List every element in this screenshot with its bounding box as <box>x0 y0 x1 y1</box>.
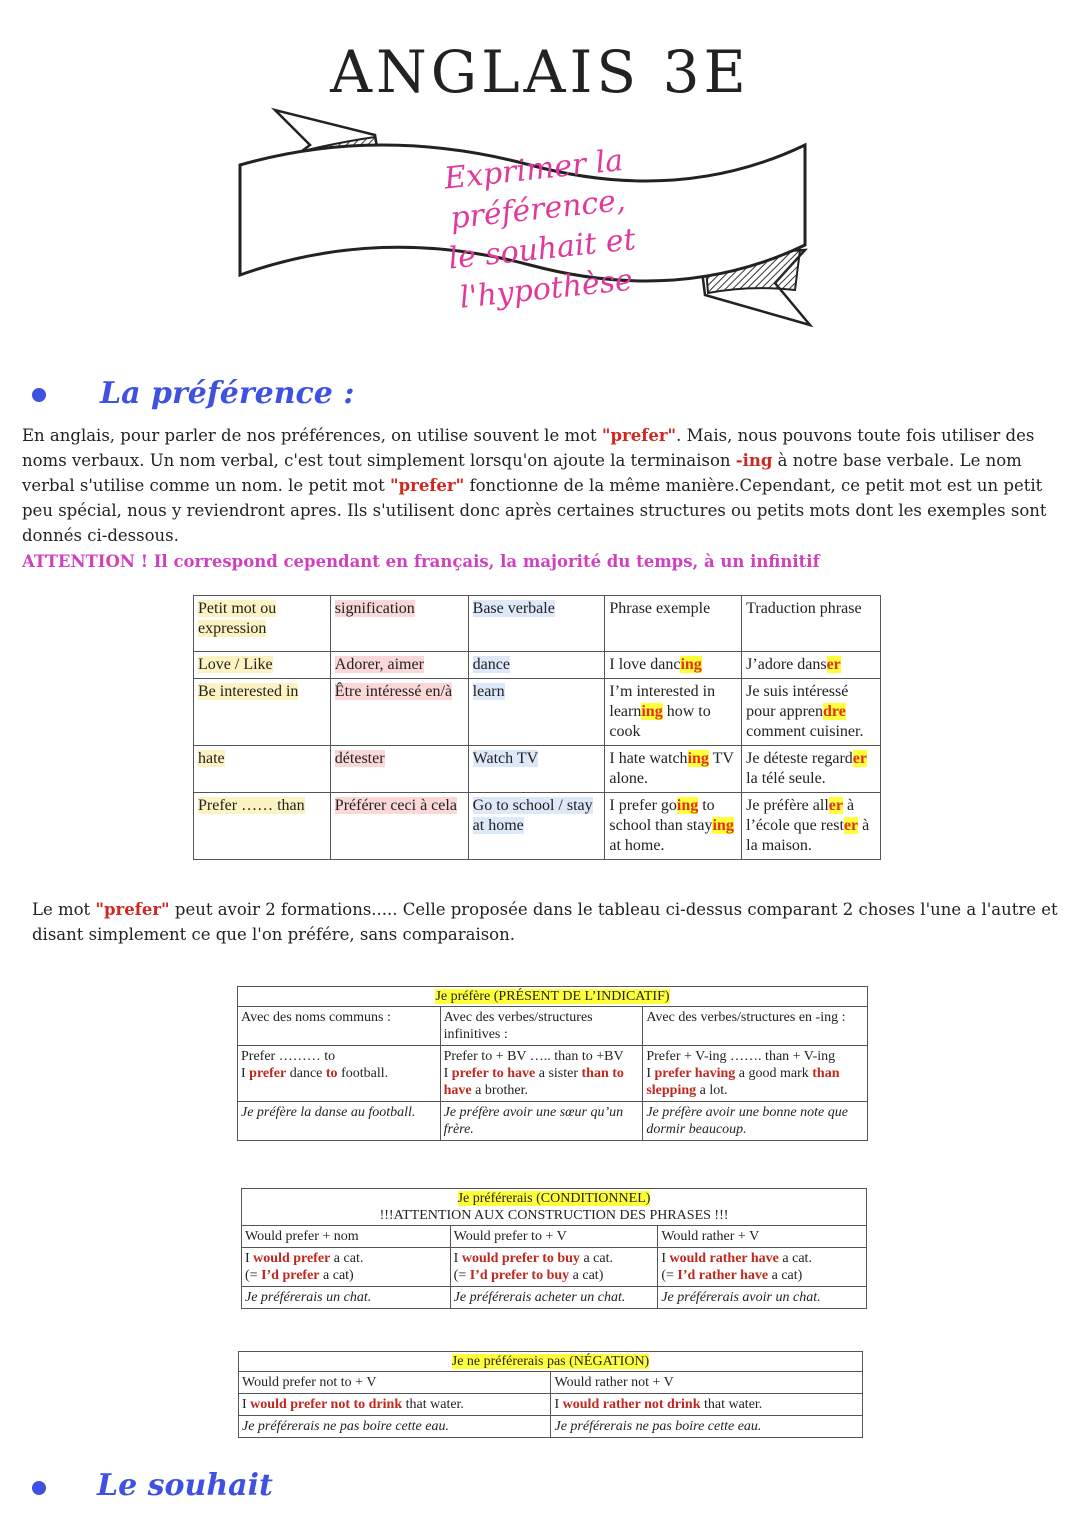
cell <box>643 1046 868 1102</box>
warning-text: !!!ATTENTION AUX CONSTRUCTION DES PHRASES !!! <box>379 1208 729 1223</box>
header-cell: Traduction phrase <box>742 596 881 652</box>
table-row <box>242 1248 867 1287</box>
example-text: a cat) <box>569 1268 604 1283</box>
table-row <box>194 679 881 746</box>
vocabulary-table <box>193 595 881 860</box>
cell <box>194 793 331 860</box>
bullet-icon <box>32 1481 46 1495</box>
header-cell: Phrase exemple <box>605 596 742 652</box>
cell-text: to school than stay <box>609 797 715 834</box>
formula: Prefer + V-ing ……. than + V-ing <box>646 1049 836 1064</box>
cell-text: Je déteste regard <box>746 750 853 767</box>
cell <box>330 746 468 793</box>
section-heading-souhait: Le souhait <box>97 1468 273 1503</box>
example-text: football. <box>337 1066 389 1081</box>
mid-text: Le mot <box>32 900 96 919</box>
banner-line1: Exprimer la préférence, <box>442 143 628 237</box>
cell <box>450 1248 658 1287</box>
example-text: (= <box>245 1268 262 1283</box>
cell-text: Watch TV <box>472 750 539 767</box>
cell-text: Être intéressé en/à <box>334 683 453 700</box>
cell <box>239 1352 863 1372</box>
formula: Prefer ……… to <box>241 1049 336 1064</box>
example-text: I <box>242 1397 251 1412</box>
table-title: Je préfère (PRÉSENT DE L’INDICATIF) <box>435 989 670 1004</box>
cell <box>605 679 742 746</box>
cell <box>194 679 331 746</box>
example-text: a cat) <box>768 1268 803 1283</box>
cell-text: TV alone. <box>609 750 734 787</box>
cell <box>238 987 868 1007</box>
cell-text: Adorer, aimer <box>334 656 424 673</box>
cell-text: à la maison. <box>746 817 870 854</box>
cell: Avec des noms communs : <box>238 1007 441 1046</box>
cell <box>242 1189 867 1226</box>
table-title-row <box>242 1189 867 1226</box>
keyword-ing: -ing <box>735 451 773 470</box>
suffix-highlight: er <box>852 750 867 767</box>
bullet-icon <box>32 388 46 402</box>
table-row <box>194 793 881 860</box>
cell-text: comment cuisiner. <box>746 723 864 740</box>
suffix-highlight: er <box>826 656 841 673</box>
cell-text: Be interested in <box>198 683 299 700</box>
cell <box>330 652 468 679</box>
suffix-highlight: ing <box>641 703 663 720</box>
example-bold: prefer <box>249 1066 287 1081</box>
cell-text: dance <box>472 656 510 673</box>
table-title-row <box>239 1352 863 1372</box>
cell-text: learn <box>472 683 505 700</box>
table-row <box>194 746 881 793</box>
example-bold: to <box>325 1066 338 1081</box>
intro-text: En anglais, pour parler de nos préférences, on utilise souvent le mot <box>22 426 602 445</box>
example-text: a cat. <box>579 1251 613 1266</box>
translation: Je préfère avoir une bonne note que dormir beaucoup. <box>643 1102 868 1141</box>
cell <box>242 1248 451 1287</box>
table-header-row <box>194 596 881 652</box>
cell <box>194 652 331 679</box>
table-row <box>242 1287 867 1309</box>
present-table <box>237 986 868 1141</box>
cell-text: Je préfère all <box>746 797 829 814</box>
example-text: a good mark <box>735 1066 813 1081</box>
example-bold: prefer to have <box>451 1066 536 1081</box>
banner-line2: le souhait et l'hypothèse <box>446 222 638 316</box>
cell <box>658 1248 867 1287</box>
header-cell <box>330 596 468 652</box>
attention-note: ATTENTION ! Il correspond cependant en français, la majorité du temps, à un infinitif <box>22 552 820 571</box>
cell-text: la télé seule. <box>746 770 826 787</box>
cell <box>330 679 468 746</box>
header-text: Base verbale <box>472 600 555 617</box>
table-row <box>239 1372 863 1394</box>
cell-text: Go to school / stay at home <box>472 797 593 834</box>
cell <box>440 1046 643 1102</box>
cell-text: Love / Like <box>198 656 273 673</box>
suffix-highlight: er <box>843 817 859 834</box>
cell <box>605 793 742 860</box>
example-text: I <box>245 1251 254 1266</box>
formula: Would prefer + nom <box>242 1226 451 1248</box>
formula: Would rather + V <box>658 1226 867 1248</box>
cell-text: I love danc <box>609 656 681 673</box>
cell <box>742 679 881 746</box>
table-row <box>238 1102 868 1141</box>
intro-paragraph <box>22 423 1062 548</box>
keyword-prefer: "prefer" <box>390 476 465 495</box>
example-text: a cat. <box>330 1251 364 1266</box>
translation: Je préférerais acheter un chat. <box>450 1287 658 1309</box>
example-bold: would rather not drink <box>562 1397 701 1412</box>
formula: Would rather not + V <box>551 1372 863 1394</box>
example-bold: I’d prefer <box>261 1268 320 1283</box>
example-text: I <box>646 1066 655 1081</box>
suffix-highlight: dre <box>823 703 846 720</box>
cell-text: I hate watch <box>609 750 688 767</box>
example-text: a cat) <box>319 1268 354 1283</box>
header-text: signification <box>334 600 415 617</box>
page-title: ANGLAIS 3E <box>330 38 750 106</box>
cell <box>238 1046 441 1102</box>
cell <box>468 652 605 679</box>
example-bold: would prefer not to drink <box>250 1397 403 1412</box>
cell-text: I prefer go <box>609 797 677 814</box>
formula: Prefer to + BV ….. than to +BV <box>443 1049 624 1064</box>
table-title: Je ne préférerais pas (NÉGATION) <box>451 1354 650 1369</box>
example-bold: prefer having <box>654 1066 736 1081</box>
intro-text: . Mais, nous pouvons toute fois utiliser des noms verbaux. Un nom verbal, c'est tout simplement lorsqu'on ajoute la terminaison <box>22 426 1035 470</box>
cell-text: at home. <box>609 837 665 854</box>
table-row <box>239 1394 863 1416</box>
example-bold: I’d rather have <box>677 1268 769 1283</box>
intro-text: à notre base verbale. Le nom verbal s'utilise comme un nom. le petit mot <box>22 451 1022 495</box>
cell <box>742 793 881 860</box>
suffix-highlight: ing <box>687 750 709 767</box>
cell: Avec des verbes/structures infinitives : <box>440 1007 643 1046</box>
table-title: Je préférerais (CONDITIONNEL) <box>457 1191 651 1206</box>
cell-text: I’m interested in learn <box>609 683 716 720</box>
cell-text: Je suis intéressé pour appren <box>746 683 849 720</box>
table-row <box>242 1226 867 1248</box>
example <box>241 1065 437 1082</box>
example-bold: than slepping <box>646 1066 840 1098</box>
example-text: a cat. <box>778 1251 812 1266</box>
translation: Je préférerais ne pas boire cette eau. <box>551 1416 863 1438</box>
example-text: that water. <box>402 1397 464 1412</box>
keyword-prefer: "prefer" <box>95 900 170 919</box>
cell-text: Préférer ceci à cela <box>334 797 457 814</box>
example-text: I <box>453 1251 462 1266</box>
example-text: a sister <box>535 1066 582 1081</box>
cell <box>742 746 881 793</box>
example-text: a brother. <box>471 1083 528 1098</box>
cell <box>605 652 742 679</box>
example-text: I <box>241 1066 250 1081</box>
example-bold: would rather have <box>669 1251 779 1266</box>
example-text: that water. <box>700 1397 763 1412</box>
translation: Je préférerais avoir un chat. <box>658 1287 867 1309</box>
example-text: I <box>554 1397 563 1412</box>
table-row <box>239 1416 863 1438</box>
cell <box>330 793 468 860</box>
cell: Avec des verbes/structures en -ing : <box>643 1007 868 1046</box>
example-text: I <box>661 1251 670 1266</box>
translation: Je préférerais un chat. <box>242 1287 451 1309</box>
example-text: I <box>443 1066 452 1081</box>
example-text: (= <box>661 1268 678 1283</box>
cell-text: Prefer …… than <box>198 797 305 814</box>
cell-text: how to cook <box>609 703 711 740</box>
mid-paragraph <box>32 897 1062 947</box>
intro-text: fonctionne de la même manière.Cependant, ce petit mot est un petit peu spécial, nous y reviendront apres. Ils s'utilisent donc après certaines structures ou petits mots dont les exemples sont donnés ci-dessous. <box>22 476 1047 545</box>
example-bold: would prefer <box>253 1251 331 1266</box>
formula: Would prefer not to + V <box>239 1372 551 1394</box>
section-heading-preference: La préférence : <box>100 376 355 411</box>
negation-table <box>238 1351 863 1438</box>
cell <box>239 1394 551 1416</box>
header-cell <box>468 596 605 652</box>
suffix-highlight: ing <box>680 656 702 673</box>
cell <box>194 746 331 793</box>
cell-text: J’adore dans <box>746 656 827 673</box>
translation: Je préfère la danse au football. <box>238 1102 441 1141</box>
table-title-row <box>238 987 868 1007</box>
mid-text: peut avoir 2 formations..... Celle proposée dans le tableau ci-dessus comparant 2 choses l'une a l'autre et disant simplement ce que l'on préfére, sans comparaison. <box>32 900 1058 944</box>
suffix-highlight: ing <box>676 797 699 814</box>
example <box>646 1065 864 1099</box>
formula: Would prefer to + V <box>450 1226 658 1248</box>
conditional-table <box>241 1188 867 1309</box>
header-cell <box>194 596 331 652</box>
cell <box>742 652 881 679</box>
translation: Je préférerais ne pas boire cette eau. <box>239 1416 551 1438</box>
example-text: a lot. <box>696 1083 728 1098</box>
example-bold: than to have <box>443 1066 624 1098</box>
cell-text: à l’école que rest <box>746 797 855 834</box>
cell <box>468 793 605 860</box>
translation: Je préfère avoir une sœur qu’un frère. <box>440 1102 643 1141</box>
cell-text: hate <box>198 750 225 767</box>
cell <box>551 1394 863 1416</box>
example-bold: would prefer to buy <box>461 1251 580 1266</box>
example-text: (= <box>453 1268 470 1283</box>
example <box>444 1065 640 1099</box>
keyword-prefer: "prefer" <box>601 426 677 445</box>
table-row <box>194 652 881 679</box>
cell <box>468 679 605 746</box>
table-row <box>238 1007 868 1046</box>
header-text: Petit mot ou expression <box>198 600 277 637</box>
suffix-highlight: ing <box>712 817 734 834</box>
cell-text: détester <box>334 750 385 767</box>
example-text: dance <box>286 1066 326 1081</box>
cell <box>605 746 742 793</box>
example-bold: I’d prefer to buy <box>469 1268 570 1283</box>
suffix-highlight: er <box>828 797 843 814</box>
table-row <box>238 1046 868 1102</box>
cell <box>468 746 605 793</box>
